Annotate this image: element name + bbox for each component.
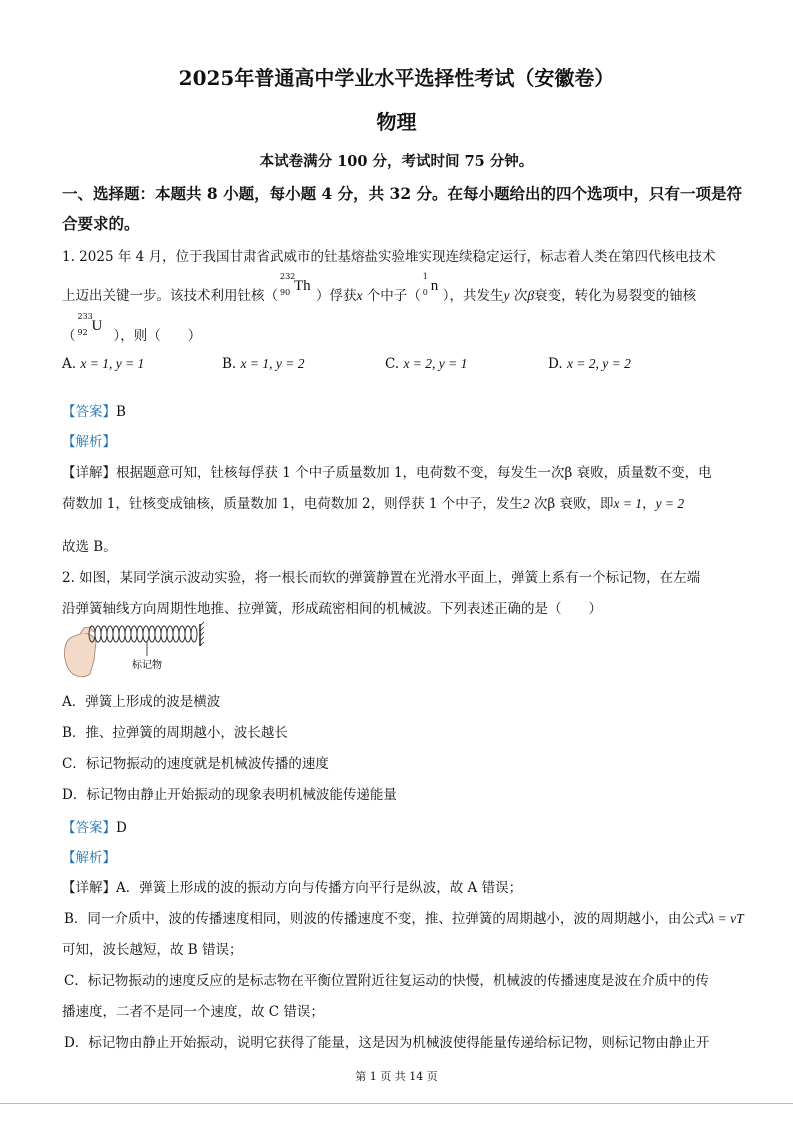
section-heading-line2: 合要求的。 [62,214,140,233]
thorium-nucleus-symbol: 232 90 Th [280,272,311,297]
q1-option-b[interactable]: B. x = 1, y = 2 [222,356,305,372]
spring-figure [60,620,210,682]
q2-detail-b-line1: B．同一介质中，波的传播速度相同，则波的传播速度不变，推、拉弹簧的周期越小，波的周期越小，由公式λ = vT [64,911,744,927]
q2-option-b[interactable]: B．推、拉弹簧的周期越小，波长越长 [62,725,288,741]
q1-detail-line1: 【详解】根据题意可知，钍核每俘获 1 个中子质量数加 1，电荷数不变，每发生一次β 衰败，质量数不变，电 [62,465,712,481]
q1-stem-line3: （ 233 92 U ），则（ ） [62,312,202,344]
q2-option-d[interactable]: D．标记物由静止开始振动的现象表明机械波能传递能量 [62,787,397,803]
q2-detail-b-line2: 可知，波长越短，故 B 错误； [62,942,243,958]
neutron-symbol: 1 0 n [422,272,439,297]
q2-detail-a: 【详解】A．弹簧上形成的波的振动方向与传播方向平行是纵波，故 A 错误； [62,880,523,896]
subject-title: 物理 [376,110,417,134]
marker-label: 标记物 [132,660,162,671]
uranium-nucleus-symbol: 233 92 U [77,312,103,337]
q2-stem-line2: 沿弹簧轴线方向周期性地推、拉弹簧，形成疏密相间的机械波。下列表述正确的是（ ） [62,601,602,617]
q1-answer: 【答案】B [62,404,126,420]
section-heading-line1: 一、选择题：本题共 8 小题，每小题 4 分，共 32 分。在每小题给出的四个选项中，只有一项是符 [62,184,743,203]
q2-stem-line1: 2. 如图，某同学演示波动实验，将一根长而软的弹簧静置在光滑水平面上，弹簧上系有一个标记物，在左端 [62,570,701,586]
q2-detail-c-line1: C．标记物振动的速度反应的是标志物在平衡位置附近往复运动的快慢，机械波的传播速度是波在介质中的传 [64,973,709,989]
page-footer: 第 1 页 共 14 页 [355,1070,438,1083]
q1-option-c[interactable]: C. x = 2, y = 1 [385,356,468,372]
q2-option-a[interactable]: A．弹簧上形成的波是横波 [62,694,221,710]
q2-detail-c-line2: 播速度，二者不是同一个速度，故 C 错误； [62,1004,324,1020]
exam-title: 2025年普通高中学业水平选择性考试（安徽卷） [178,66,615,90]
q1-option-a[interactable]: A. x = 1, y = 1 [62,356,145,372]
q2-analysis-tag: 【解析】 [62,850,116,866]
spring-coil [89,626,197,642]
q1-stem-line2: 上迈出关键一步。该技术利用钍核（ 232 90 Th ）俘获x 个中子（ 1 0 n ），共发生y 次β衰变，转化为易裂变的铀核 [62,272,697,304]
q1-conclusion: 故选 B。 [62,539,117,555]
q1-stem-line1: 1. 2025 年 4 月，位于我国甘肃省武威市的钍基熔盐实验堆实现连续稳定运行，标志着人类在第四代核电技术 [62,249,716,265]
q1-detail-line2: 荷数加 1，钍核变成铀核，质量数加 1，电荷数加 2，则俘获 1 个中子，发生2 次β 衰败，即x = 1，y = 2 [62,496,685,512]
q1-option-d[interactable]: D. x = 2, y = 2 [548,356,631,372]
q2-option-c[interactable]: C．标记物振动的速度就是机械波传播的速度 [62,756,329,772]
hand-icon [64,633,96,677]
q1-analysis-tag: 【解析】 [62,434,116,450]
bottom-divider [0,1103,793,1104]
exam-note: 本试卷满分 100 分，考试时间 75 分钟。 [259,153,534,170]
q2-detail-d-line1: D．标记物由静止开始振动，说明它获得了能量，这是因为机械波使得能量传递给标记物，则标记物由静止开 [64,1035,710,1051]
q2-answer: 【答案】D [62,820,127,836]
